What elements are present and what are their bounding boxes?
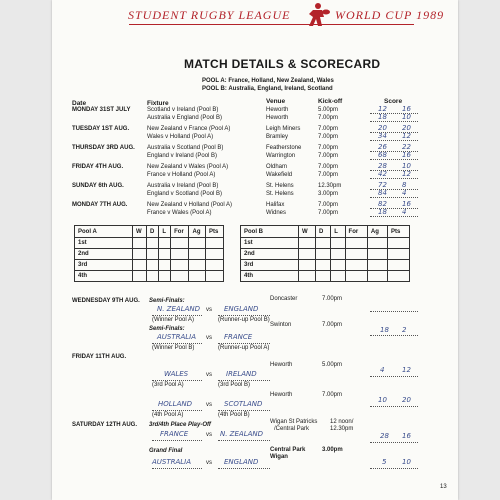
pool-b-title: Pool B	[241, 226, 299, 238]
fixture-name: New Zealand v France (Pool A)	[147, 126, 231, 132]
final-score1: 5	[382, 458, 387, 466]
fixture-date: FRIDAY 4TH AUG.	[72, 164, 124, 170]
col-l: L	[159, 226, 171, 238]
score-away: 4	[402, 208, 407, 216]
score-away: 16	[402, 151, 411, 159]
semi1-team2: ENGLAND	[224, 305, 259, 313]
score-home: 68	[378, 151, 387, 159]
fixture-name: Australia v Ireland (Pool B)	[147, 183, 219, 189]
score-away: 16	[402, 200, 411, 208]
header-kickoff: Kick-off	[318, 98, 343, 105]
score-line	[370, 468, 418, 469]
semi2-team2: FRANCE	[224, 333, 253, 341]
playoff-score2: 16	[402, 432, 411, 440]
final-time: 3.00pm	[322, 447, 343, 453]
final-team2: ENGLAND	[224, 458, 259, 466]
score-line	[370, 406, 418, 407]
entry-line	[218, 315, 270, 316]
col-ag: Ag	[189, 226, 206, 238]
semi2-time: 7.00pm	[322, 322, 343, 328]
date-fri: FRIDAY 11TH AUG.	[72, 354, 127, 360]
pool-a-title: Pool A	[75, 226, 133, 238]
header-fixture: Fixture	[147, 100, 169, 107]
playoff-label: 3rd/4th Place Play-Off	[149, 422, 211, 428]
vs-label: vs	[206, 402, 212, 408]
score-home: 84	[378, 189, 387, 197]
entry-line	[152, 468, 202, 469]
playoff-time2: 12.30pm	[330, 426, 354, 432]
entry-line	[218, 343, 270, 344]
page-title: MATCH DETAILS & SCORECARD	[184, 57, 381, 71]
score-away: 8	[402, 181, 407, 189]
row-label: 3rd	[241, 260, 299, 271]
plate1-team2: IRELAND	[226, 370, 257, 378]
fixture-name: Scotland v Ireland (Pool B)	[147, 107, 219, 113]
fixture-time: 7.00pm	[318, 126, 339, 132]
fixture-name: England v Ireland (Pool B)	[147, 153, 218, 159]
row-label: 1st	[75, 238, 133, 249]
entry-line	[152, 410, 202, 411]
plate1-time: 5.00pm	[322, 362, 343, 368]
banner-right: WORLD CUP 1989	[335, 8, 445, 22]
plate2-team1: HOLLAND	[158, 400, 192, 408]
semi2-label1: (Winner Pool B)	[152, 345, 195, 351]
semi2-label2: (Runner-up Pool A)	[218, 345, 270, 351]
score-line	[370, 178, 418, 179]
score-line	[370, 335, 418, 336]
score-home: 28	[378, 162, 387, 170]
score-home: 34	[378, 132, 387, 140]
score-away: 22	[402, 143, 411, 151]
score-line	[370, 159, 418, 160]
fixture-time: 7.00pm	[318, 172, 339, 178]
header-venue: Venue	[266, 98, 286, 105]
score-home: 12	[378, 105, 387, 113]
score-away: 10	[402, 162, 411, 170]
vs-label: vs	[206, 335, 212, 341]
semi1-label2: (Runner-up Pool B)	[218, 317, 270, 323]
plate1-venue: Heworth	[270, 362, 293, 368]
score-home: 18	[378, 208, 387, 216]
score-away: 4	[402, 189, 407, 197]
score-home: 82	[378, 200, 387, 208]
page-number: 13	[440, 484, 447, 490]
col-for: For	[171, 226, 189, 238]
score-line	[370, 121, 418, 122]
col-pts: Pts	[205, 226, 223, 238]
fixture-time: 7.00pm	[318, 153, 339, 159]
semis-label-2: Semi-Finals:	[149, 326, 185, 332]
fixture-venue: Wakefield	[266, 172, 293, 178]
fixture-name: England v Scotland (Pool B)	[147, 191, 223, 197]
score-line	[370, 442, 418, 443]
playoff-team2: N. ZEALAND	[220, 430, 264, 438]
fixture-time: 7.00pm	[318, 210, 339, 216]
score-away: 16	[402, 105, 411, 113]
fixture-venue: Halifax	[266, 202, 285, 208]
score-home: 18	[378, 113, 387, 121]
plate1-score2: 12	[402, 366, 411, 374]
plate2-team2: SCOTLAND	[224, 400, 263, 408]
col-w: W	[133, 226, 147, 238]
fixture-name: Australia v England (Pool B)	[147, 115, 223, 121]
fixture-time: 7.00pm	[318, 134, 339, 140]
fixture-venue: Widnes	[266, 210, 287, 216]
plate1-label1: (3rd Pool A)	[152, 382, 184, 388]
plate1-team1: WALES	[164, 370, 189, 378]
semi1-time: 7.00pm	[322, 296, 343, 302]
vs-label: vs	[206, 460, 212, 466]
plate2-venue: Heworth	[270, 392, 293, 398]
fixture-date: TUESDAY 1ST AUG.	[72, 126, 130, 132]
semis-label: Semi-Finals:	[149, 298, 185, 304]
plate2-score1: 10	[378, 396, 387, 404]
entry-line	[152, 440, 202, 441]
fixture-venue: Heworth	[266, 115, 289, 121]
score-away: 12	[402, 132, 411, 140]
fixture-time: 7.00pm	[318, 115, 339, 121]
col-pts: Pts	[388, 226, 410, 238]
fixture-time: 5.00pm	[318, 107, 339, 113]
row-label: 1st	[241, 238, 299, 249]
row-label: 3rd	[75, 260, 133, 271]
entry-line	[152, 343, 202, 344]
score-home: 20	[378, 124, 387, 132]
semi1-venue: Doncaster	[270, 296, 298, 302]
fixture-name: France v Wales (Pool A)	[147, 210, 212, 216]
semi2-venue: Swinton	[270, 322, 292, 328]
playoff-venue1: Wigan St Patricks	[270, 419, 318, 425]
fixture-date: MONDAY 31ST JULY	[72, 107, 131, 113]
fixture-venue: St. Helens	[266, 191, 294, 197]
score-away: 12	[402, 170, 411, 178]
plate1-score1: 4	[380, 366, 385, 374]
playoff-venue2: /Central Park	[274, 426, 310, 432]
final-venue1: Central Park	[270, 447, 306, 453]
score-home: 42	[378, 170, 387, 178]
final-score2: 10	[402, 458, 411, 466]
playoff-score1: 28	[380, 432, 389, 440]
playoff-team1: FRANCE	[160, 430, 189, 438]
plate2-label1: (4th Pool A)	[152, 412, 184, 418]
fixture-name: Wales v Holland (Pool A)	[147, 134, 214, 140]
vs-label: vs	[206, 307, 212, 313]
fixture-name: Australia v Scotland (Pool B)	[147, 145, 224, 151]
semi1-team1: N. ZEALAND	[157, 305, 201, 313]
row-label: 2nd	[75, 249, 133, 260]
pool-b-teams: POOL B: Australia, England, Ireland, Scotland	[202, 86, 333, 92]
fixture-venue: Warrington	[266, 153, 296, 159]
semi1-label1: (Winner Pool A)	[152, 317, 195, 323]
final-venue2: Wigan	[270, 454, 288, 460]
plate1-label2: (3rd Pool B)	[218, 382, 251, 388]
score-line	[370, 376, 418, 377]
col-l: L	[331, 226, 345, 238]
fixture-venue: Oldham	[266, 164, 288, 170]
pool-a-teams: POOL A: France, Holland, New Zealand, Wales	[202, 78, 334, 84]
semi2-team1: AUSTRALIA	[157, 333, 197, 341]
vs-label: vs	[206, 372, 212, 378]
fixture-venue: St. Helens	[266, 183, 294, 189]
fixture-date: THURSDAY 3RD AUG.	[72, 145, 135, 151]
fixture-venue: Featherstone	[266, 145, 302, 151]
col-d: D	[146, 226, 158, 238]
entry-line	[218, 468, 270, 469]
fixture-time: 3.00pm	[318, 191, 339, 197]
entry-line	[152, 315, 202, 316]
col-d: D	[316, 226, 331, 238]
pool-b-table	[240, 225, 410, 282]
score-line	[370, 311, 418, 312]
col-for: For	[345, 226, 367, 238]
score-away: 20	[402, 124, 411, 132]
semi2-score2: 2	[402, 326, 407, 334]
entry-line	[218, 380, 270, 381]
header-date: Date	[72, 100, 87, 107]
fixture-date: SUNDAY 6th AUG.	[72, 183, 124, 189]
fixture-venue: Bramley	[266, 134, 289, 140]
date-wed: WEDNESDAY 9TH AUG.	[72, 298, 140, 304]
vs-label: vs	[206, 432, 212, 438]
final-label: Grand Final	[149, 448, 183, 454]
pool-a-table	[74, 225, 224, 282]
fixture-venue: Heworth	[266, 107, 289, 113]
banner-rule	[129, 24, 414, 25]
banner-left: STUDENT RUGBY LEAGUE	[128, 8, 291, 22]
entry-line	[218, 440, 270, 441]
plate2-score2: 20	[402, 396, 411, 404]
fixture-date: MONDAY 7TH AUG.	[72, 202, 128, 208]
playoff-time1: 12 noon/	[330, 419, 354, 425]
final-team1: AUSTRALIA	[152, 458, 192, 466]
fixture-time: 12.30pm	[318, 183, 342, 189]
date-sat: SATURDAY 12TH AUG.	[72, 422, 138, 428]
header-score: Score	[384, 98, 403, 105]
col-ag: Ag	[367, 226, 387, 238]
row-label: 4th	[75, 271, 133, 282]
score-line	[370, 197, 418, 198]
score-home: 72	[378, 181, 387, 189]
score-away: 10	[402, 113, 411, 121]
fixture-time: 7.00pm	[318, 145, 339, 151]
fixture-time: 7.00pm	[318, 202, 339, 208]
plate2-time: 7.00pm	[322, 392, 343, 398]
entry-line	[218, 410, 270, 411]
score-home: 26	[378, 143, 387, 151]
fixture-name: France v Holland (Pool A)	[147, 172, 216, 178]
score-line	[370, 216, 418, 217]
scorecard-page	[52, 0, 458, 500]
fixture-time: 7.00pm	[318, 164, 339, 170]
fixture-venue: Leigh Miners	[266, 126, 301, 132]
plate2-label2: (4th Pool B)	[218, 412, 250, 418]
score-line	[370, 140, 418, 141]
entry-line	[152, 380, 202, 381]
fixture-name: New Zealand v Holland (Pool A)	[147, 202, 233, 208]
fixture-name: New Zealand v Wales (Pool A)	[147, 164, 229, 170]
semi2-score1: 18	[380, 326, 389, 334]
row-label: 4th	[241, 271, 299, 282]
col-w: W	[299, 226, 316, 238]
row-label: 2nd	[241, 249, 299, 260]
